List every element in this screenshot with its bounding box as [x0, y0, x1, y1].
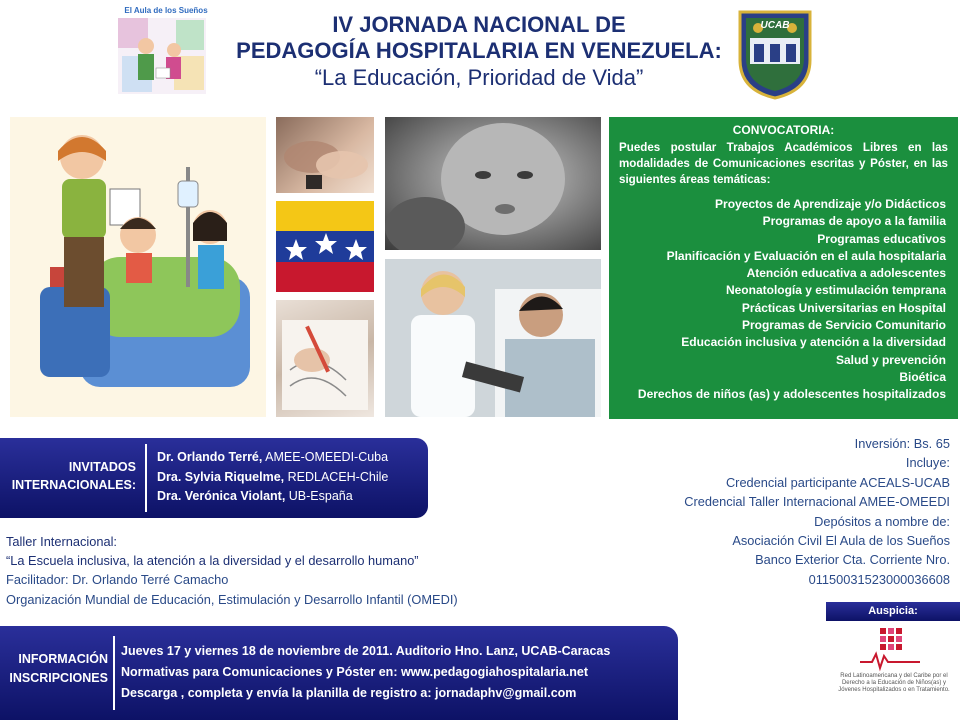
informacion-label: [2, 650, 108, 688]
invitados-label: [4, 458, 136, 494]
taller-block: [6, 532, 616, 609]
invitados-bar: [0, 438, 428, 518]
baby-photo: [385, 117, 601, 250]
left-logo-text: El Aula de los Sueños: [124, 6, 208, 15]
informacion-label-line-2: INSCRIPCIONES: [9, 671, 108, 685]
informacion-bar: [0, 626, 678, 720]
inversion-line: Banco Exterior Cta. Corriente Nro.: [755, 552, 950, 568]
guest-org: UB-España: [285, 489, 353, 503]
invitados-list: [157, 448, 388, 507]
guest-name: Dr. Orlando Terré,: [157, 450, 263, 464]
ucab-shield-logo: [736, 8, 814, 100]
nurse-patient-photo: [385, 259, 601, 417]
inversion-line: Depósitos a nombre de:: [814, 513, 950, 529]
right-logo-text: UCAB: [760, 20, 790, 31]
taller-title: Taller Internacional:: [6, 534, 117, 549]
thematic-area: Bioética: [899, 369, 946, 384]
inversion-line: Asociación Civil El Aula de los Sueños: [732, 533, 950, 549]
taller-organizacion: Organización Mundial de Educación, Estimulación y Desarrollo Infantil (OMEDI): [6, 591, 458, 607]
inversion-line: Inversión: Bs. 65: [854, 436, 950, 451]
sponsor-text: Red Latinoamericana y del Caribe por el Derecho a la Educación de Niños(as) y Jóvenes Hospitalizados o en Tratamiento.: [838, 673, 950, 693]
inversion-line: Incluye:: [905, 455, 950, 471]
inversion-line: 01150031523000036608: [808, 571, 950, 587]
thematic-areas-list: [609, 188, 958, 404]
taller-facilitador: Facilitador: Dr. Orlando Terré Camacho: [6, 572, 229, 588]
informacion-label-line-1: INFORMACIÓN: [18, 652, 108, 666]
title-block: [226, 12, 732, 92]
invitados-label-line-2: INTERNACIONALES:: [11, 478, 136, 492]
thematic-area: Planificación y Evaluación en el aula hospitalaria: [666, 248, 946, 263]
title-line-1: IV JORNADA NACIONAL DE: [332, 12, 626, 37]
invitados-label-line-1: INVITADOS: [68, 460, 136, 474]
guest-name: Dra. Sylvia Riquelme,: [157, 469, 285, 484]
subtitle: “La Educación, Prioridad de Vida”: [314, 65, 644, 90]
guest-item: [157, 468, 388, 488]
thematic-area: Neonatología y estimulación temprana: [725, 283, 946, 298]
guest-item: [157, 448, 388, 468]
guest-item: [157, 487, 388, 507]
thematic-area: Programas educativos: [817, 231, 946, 246]
thematic-area: Proyectos de Aprendizaje y/o Didácticos: [715, 197, 946, 211]
informacion-list: [121, 641, 610, 704]
elderly-hands-photo: [276, 117, 374, 193]
taller-name: “La Escuela inclusiva, la atención a la diversidad y el desarrollo humano”: [6, 553, 419, 569]
thematic-area: Prácticas Universitarias en Hospital: [741, 300, 946, 315]
informacion-divider: [113, 636, 115, 710]
aula-de-los-suenos-logo: [116, 6, 216, 96]
convocatoria-box: [609, 117, 958, 419]
venezuela-flag-photo: [276, 201, 374, 292]
guest-org: REDLACEH-Chile: [284, 469, 389, 484]
convocatoria-intro: Puedes postular Trabajos Académicos Libres en las modalidades de Comunicaciones escritas y Póster, en las siguientes áreas temáticas:: [619, 141, 948, 186]
thematic-area: Atención educativa a adolescentes: [746, 266, 946, 281]
invitados-divider: [145, 444, 147, 512]
redlaceh-logo: [858, 626, 922, 672]
teacher-children-illustration: [10, 117, 266, 417]
auspicia-label: Auspicia:: [826, 602, 960, 621]
guest-name: Dra. Verónica Violant,: [157, 489, 286, 503]
convocatoria-title: CONVOCATORIA:: [732, 123, 835, 137]
thematic-area: Educación inclusiva y atención a la diversidad: [681, 335, 946, 350]
child-writing-photo: [276, 300, 374, 417]
thematic-area: Derechos de niños (as) y adolescentes hospitalizados: [637, 387, 946, 402]
info-line-normativas[interactable]: Normativas para Comunicaciones y Póster en: www.pedagogiahospitalaria.net: [121, 665, 589, 679]
thematic-area: Programas de Servicio Comunitario: [741, 318, 946, 333]
inversion-line: Credencial Taller Internacional AMEE-OMEEDI: [684, 494, 950, 510]
inversion-block: [620, 434, 950, 589]
title-line-2: PEDAGOGÍA HOSPITALARIA EN VENEZUELA:: [236, 38, 722, 63]
thematic-area: Salud y prevención: [835, 352, 946, 367]
inversion-line: Credencial participante ACEALS-UCAB: [725, 474, 950, 490]
info-line-date: Jueves 17 y viernes 18 de noviembre de 2011. Auditorio Hno. Lanz, UCAB-Caracas: [121, 644, 611, 658]
guest-org: AMEE-OMEEDI-Cuba: [262, 450, 389, 464]
thematic-area: Programas de apoyo a la familia: [762, 214, 946, 229]
info-line-registro[interactable]: Descarga , completa y envía la planilla de registro a: jornadaphv@gmail.com: [121, 686, 577, 700]
